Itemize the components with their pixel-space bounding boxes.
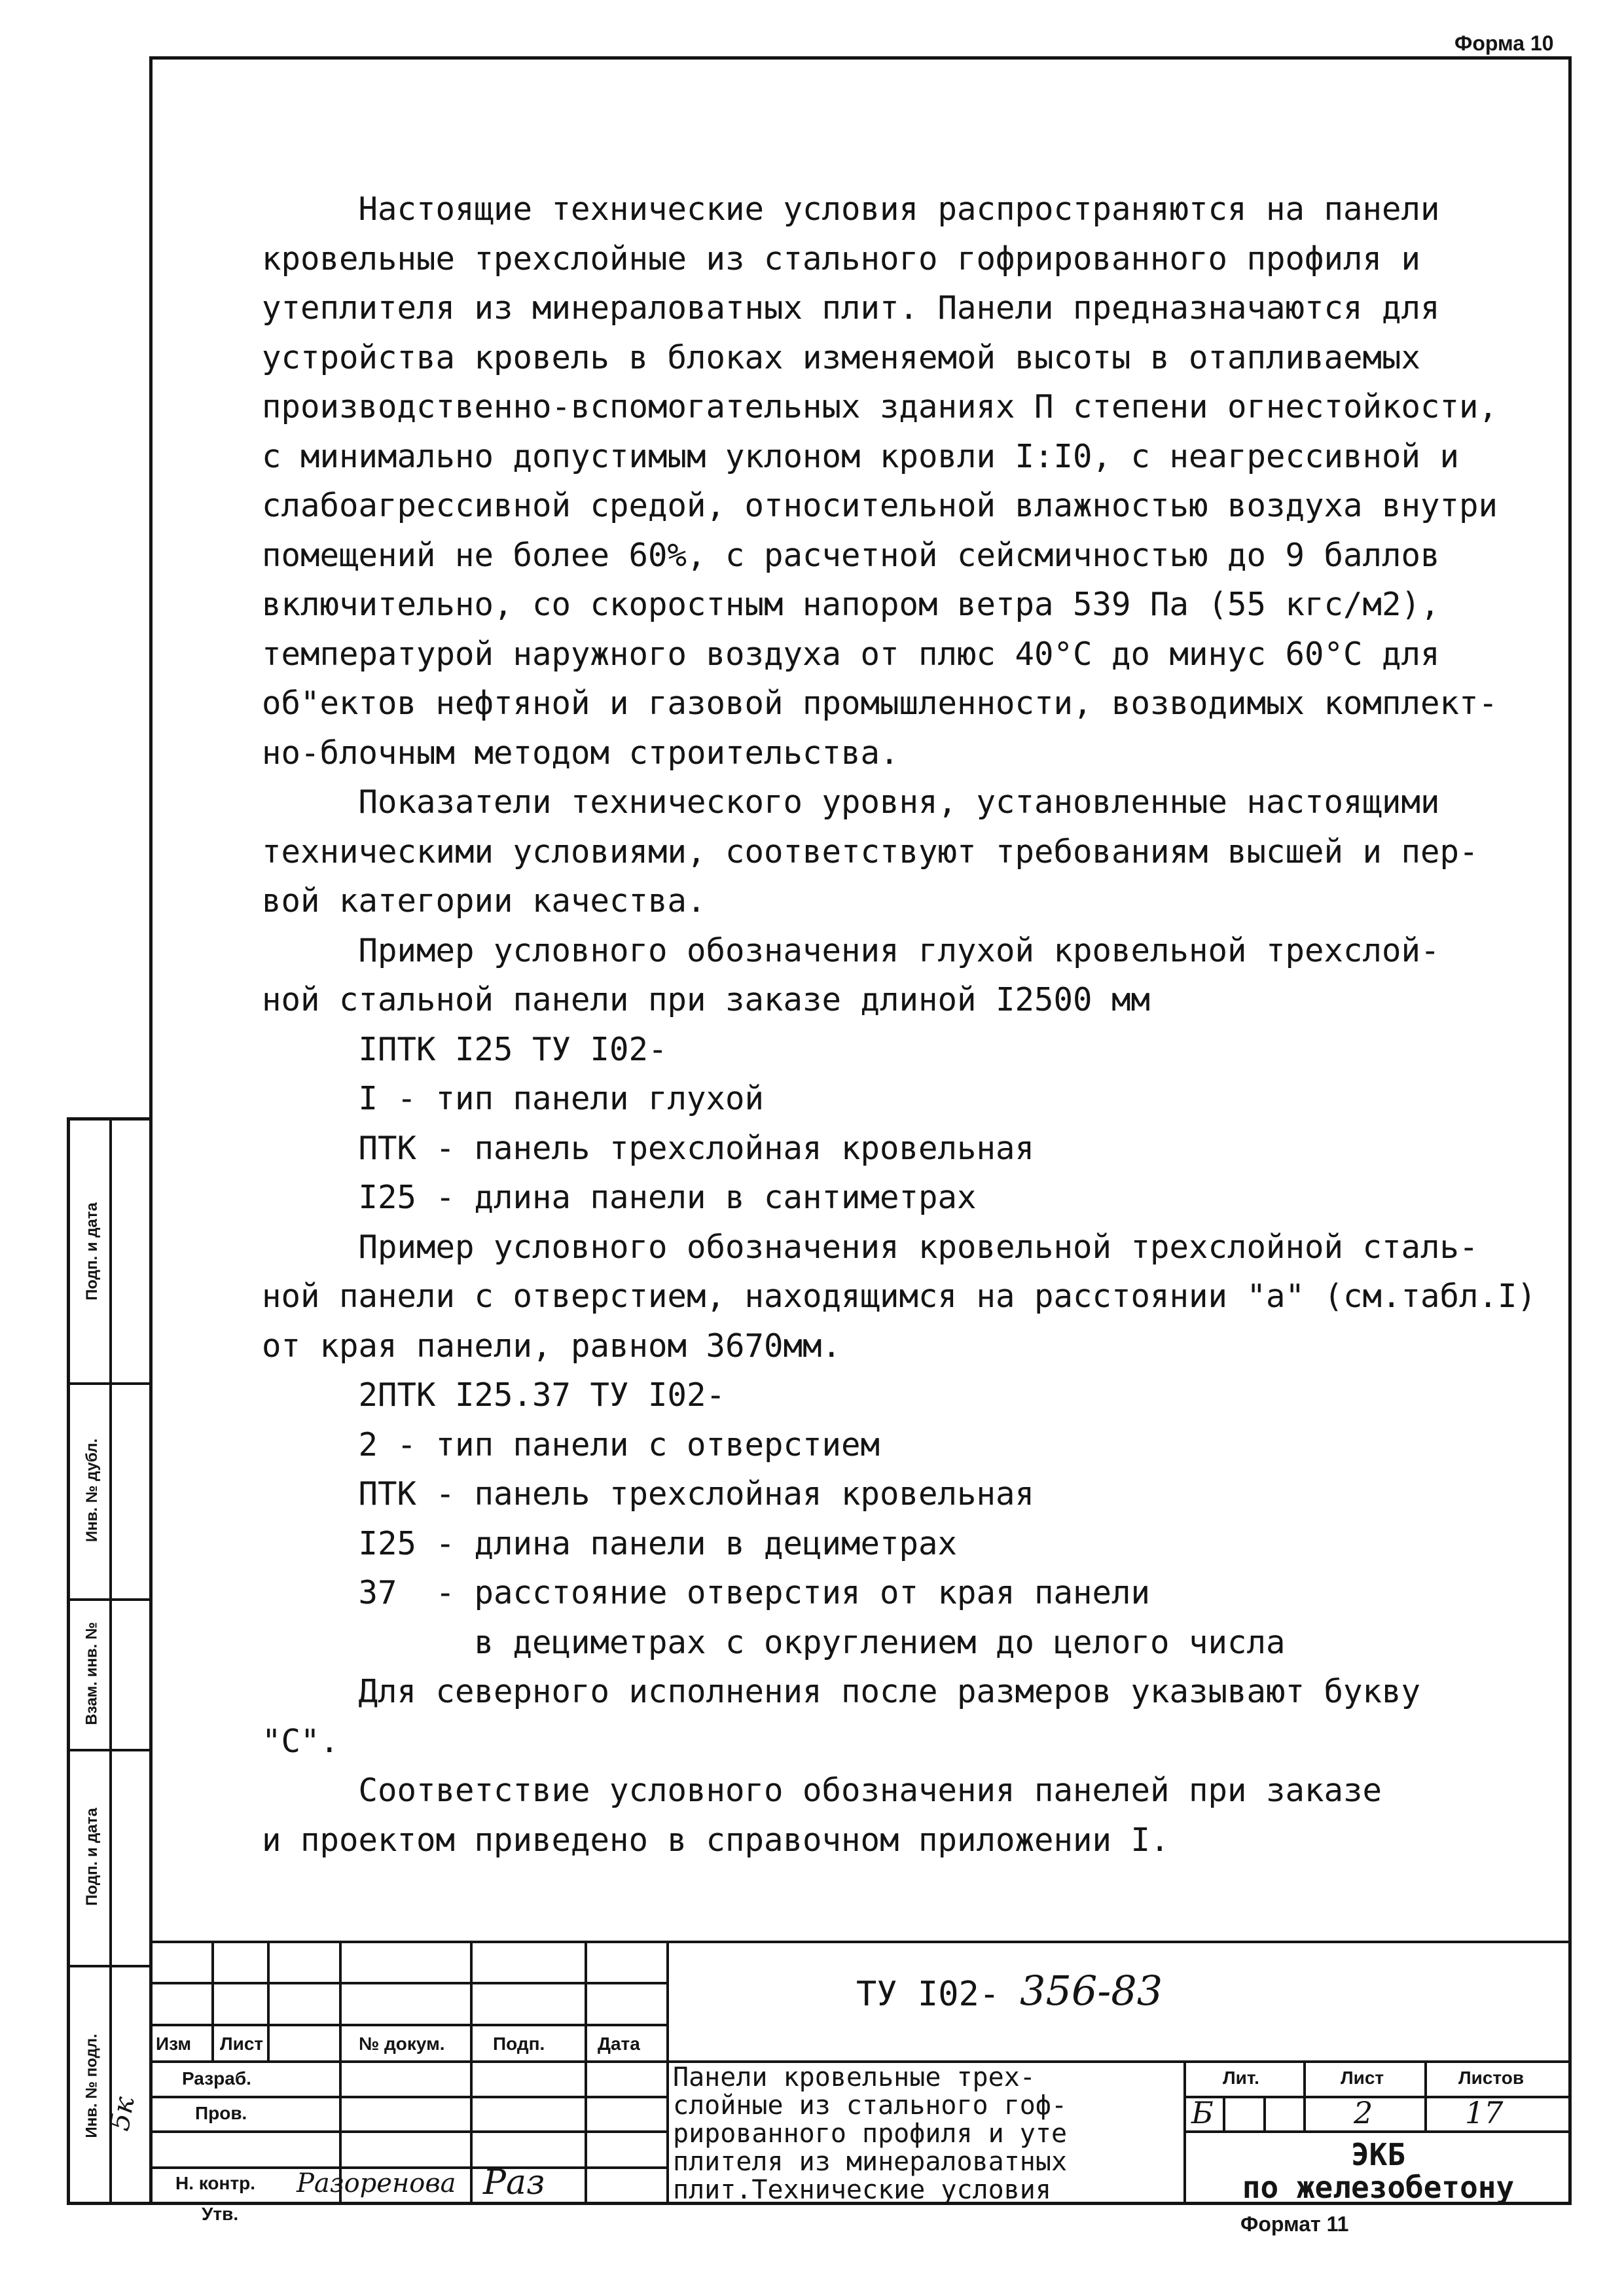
body-line: вой категории качества. [262, 882, 706, 920]
body-line: Для северного исполнения после размеров указывают букву [262, 1673, 1421, 1710]
body-line: Пример условного обозначения кровельной трехслойной сталь- [262, 1228, 1479, 1266]
row-label-approved: Утв. [202, 2204, 239, 2224]
row-label-developed: Разраб. [182, 2068, 251, 2089]
body-line: кровельные трехслойные из стального гофрированного профиля и [262, 240, 1421, 278]
body-line: I25 - длина панели в сантиметрах [262, 1179, 977, 1216]
strip-label-orig-inv: Инв. № подл. [83, 2034, 101, 2138]
lit-value: Б [1191, 2095, 1214, 2130]
document-title: Панели кровельные трех- слойные из стального гоф- рированного профиля и уте плителя из минераловатных плит.Технические условия [673, 2062, 1068, 2205]
body-line: Показатели технического уровня, установленные настоящими [262, 783, 1440, 821]
col-header-signature: Подп. [493, 2034, 545, 2054]
body-line: утеплителя из минераловатных плит. Панели предназначаются для [262, 289, 1440, 327]
body-line: IПТК I25 ТУ I02- [262, 1030, 668, 1068]
body-line: ной панели с отверстием, находящимся на расстоянии "а" (см.табл.I) [262, 1278, 1537, 1315]
strip-label-sign-date-1: Подп. и дата [83, 1202, 101, 1300]
col-header-change: Изм [156, 2034, 192, 2054]
body-line: ной стальной панели при заказе длиной I2500 мм [262, 981, 1151, 1018]
lit-header: Лит. [1223, 2068, 1259, 2088]
col-header-date: Дата [598, 2034, 640, 2054]
format-label: Формат 11 [1240, 2212, 1349, 2236]
body-line: Соответствие условного обозначения панелей при заказе [262, 1772, 1382, 1809]
row-label-norm-control: Н. контр. [175, 2173, 256, 2193]
body-line: температурой наружного воздуха от плюс 40°С до минус 60°С для [262, 635, 1440, 673]
body-line: I25 - длина панели в дециметрах [262, 1524, 958, 1562]
norm-control-signature: Раз [483, 2163, 545, 2202]
body-line: помещений не более 60%, с расчетной сейсмичностью до 9 баллов [262, 536, 1440, 574]
row-label-checked: Пров. [195, 2103, 247, 2123]
body-line: слабоагрессивной средой, относительной влажностью воздуха внутри [262, 487, 1498, 524]
doc-code: ТУ I02- [856, 1975, 1000, 2014]
body-line: Пример условного обозначения глухой кровельной трехслой- [262, 931, 1440, 969]
body-line: в дециметрах с округлением до целого числа [262, 1623, 1286, 1661]
handwritten-mark: 5к [103, 2094, 141, 2134]
strip-label-sign-date-2: Подп. и дата [83, 1808, 101, 1906]
sheets-value: 17 [1465, 2095, 1504, 2130]
body-line: ПТК - панель трехслойная кровельная [262, 1129, 1035, 1167]
body-line: включительно, со скоростным напором ветра 539 Па (55 кгс/м2), [262, 586, 1440, 623]
form-label: Форма 10 [1454, 31, 1554, 55]
body-line: 2 - тип панели с отверстием [262, 1426, 880, 1463]
sheets-header: Листов [1458, 2068, 1525, 2088]
body-line: устройства кровель в блоках изменяемой высоты в отапливаемых [262, 338, 1421, 376]
sheet-value: 2 [1354, 2095, 1373, 2130]
col-header-doc-no: № докум. [359, 2034, 445, 2054]
side-strip [67, 1117, 149, 2205]
body-line: техническими условиями, соответствуют требованиям высшей и пер- [262, 833, 1479, 870]
norm-control-name: Разоренова [297, 2168, 456, 2198]
sheet-header: Лист [1341, 2068, 1384, 2088]
body-line: от края панели, равном 3670мм. [262, 1327, 842, 1365]
body-line: 2ПТК I25.37 ТУ I02- [262, 1376, 726, 1414]
strip-inner-line [109, 1121, 112, 2202]
body-line: и проектом приведено в справочном приложении I. [262, 1821, 1170, 1859]
body-line: с минимально допустимым уклоном кровли I:I0, с неагрессивной и [262, 437, 1460, 475]
body-line: производственно-вспомогательных зданиях П степени огнестойкости, [262, 388, 1498, 425]
body-line: "С". [262, 1722, 340, 1760]
body-line: Настоящие технические условия распространяются на панели [262, 190, 1440, 228]
body-line: об"ектов нефтяной и газовой промышленности, возводимых комплект- [262, 685, 1498, 722]
body-line: 37 - расстояние отверстия от края панели [262, 1574, 1151, 1611]
strip-label-dup-inv: Инв. № дубл. [83, 1438, 101, 1543]
body-line: ПТК - панель трехслойная кровельная [262, 1475, 1035, 1513]
body-line: I - тип панели глухой [262, 1080, 765, 1117]
doc-code-handwritten: 356-83 [1020, 1967, 1163, 2015]
body-line: но-блочным методом строительства. [262, 734, 899, 772]
col-header-sheet: Лист [220, 2034, 264, 2054]
document-body [262, 185, 1564, 1865]
organization: ЭКБ по железобетону [1242, 2137, 1515, 2205]
strip-label-repl-inv: Взам. инв. № [83, 1622, 101, 1725]
